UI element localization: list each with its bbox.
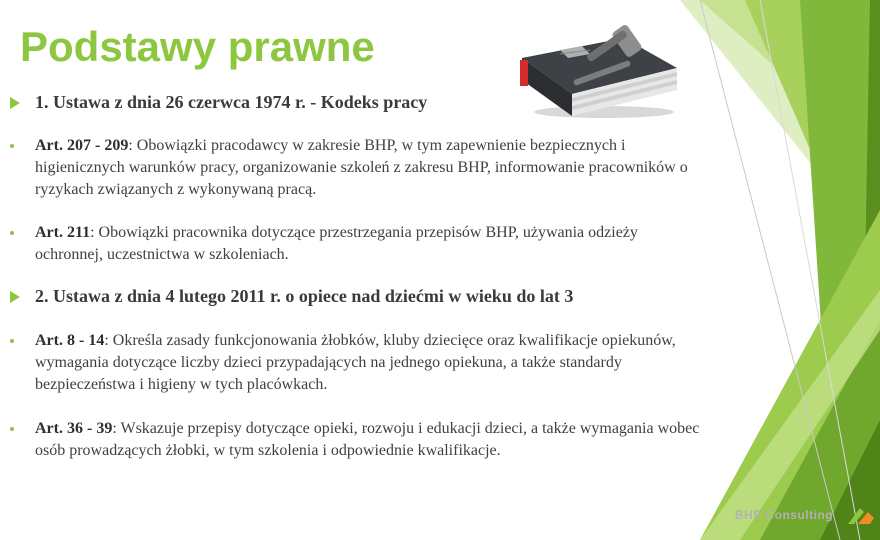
article-ref: Art. 211 bbox=[35, 224, 91, 241]
list-item-text bbox=[35, 418, 700, 462]
article-description: : Obowiązki pracodawcy w zakresie BHP, w tym zapewnienie bezpiecznych i higienicznych warunków pracy, organizowanie szkoleń z zakresu BHP, informowanie pracowników o ryzykach związanych z wykonywaną pracą. bbox=[35, 137, 688, 198]
bullet-dot-icon bbox=[10, 339, 14, 343]
list-item-text bbox=[35, 135, 700, 201]
section-heading-opieka-nad-dziecmi bbox=[10, 286, 573, 307]
law-book-gavel-icon bbox=[512, 20, 682, 120]
triangle-bullet-icon bbox=[10, 291, 20, 303]
page-title: Podstawy prawne bbox=[20, 23, 375, 70]
article-ref: Art. 207 - 209 bbox=[35, 137, 129, 154]
company-logo-icon bbox=[846, 506, 876, 526]
bullet-dot-icon bbox=[10, 427, 14, 431]
company-logo-text: BHP Consulting bbox=[735, 508, 834, 522]
article-description: : Obowiązki pracownika dotyczące przestrzegania przepisów BHP, używania odzieży ochronnej, uczestnictwa w szkoleniach. bbox=[35, 224, 638, 263]
list-item bbox=[10, 330, 700, 396]
section-heading-kodeks-pracy bbox=[10, 92, 427, 113]
article-ref: Art. 8 - 14 bbox=[35, 332, 105, 349]
bullet-dot-icon bbox=[10, 144, 14, 148]
article-ref: Art. 36 - 39 bbox=[35, 420, 113, 437]
bullet-dot-icon bbox=[10, 231, 14, 235]
list-item bbox=[10, 418, 700, 462]
article-description: : Określa zasady funkcjonowania żłobków, kluby dziecięce oraz kwalifikacje opiekunów, wymagania dotyczące liczby dzieci przypadających na jednego opiekuna, a także standardy bezpieczeństwa i higieny w tych placówkach. bbox=[35, 332, 676, 393]
triangle-bullet-icon bbox=[10, 97, 20, 109]
list-item-text bbox=[35, 330, 700, 396]
section-heading-text: 2. Ustawa z dnia 4 lutego 2011 r. o opiece nad dziećmi w wieku do lat 3 bbox=[35, 286, 574, 306]
list-item bbox=[10, 135, 700, 201]
section-heading-text: 1. Ustawa z dnia 26 czerwca 1974 r. - Kodeks pracy bbox=[35, 92, 428, 112]
article-description: : Wskazuje przepisy dotyczące opieki, rozwoju i edukacji dzieci, a także wymagania wobec osób prowadzących żłobki, w tym szkolenia i odpowiednie kwalifikacje. bbox=[35, 420, 700, 459]
list-item bbox=[10, 222, 700, 266]
list-item-text bbox=[35, 222, 700, 266]
